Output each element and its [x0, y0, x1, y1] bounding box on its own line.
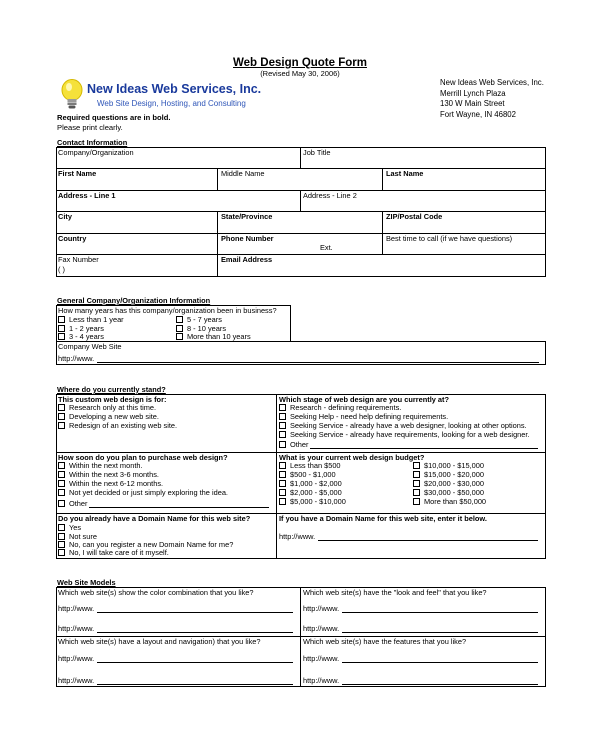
model-question-layout: Which web site(s) have a layout and navigation) that you like? — [58, 637, 261, 646]
years-option[interactable]: More than 10 years — [176, 333, 251, 342]
model-url-input[interactable] — [97, 684, 293, 685]
address2-field[interactable]: Address - Line 2 — [303, 191, 357, 200]
domain-enter-label: If you have a Domain Name for this web site, enter it below. — [279, 514, 487, 523]
stand-section-title: Where do you currently stand? — [57, 385, 166, 394]
purchase-option[interactable]: Within the next month. — [58, 462, 143, 471]
state-field[interactable]: State/Province — [221, 212, 273, 221]
checkbox[interactable] — [279, 404, 286, 411]
model-url-input[interactable] — [342, 684, 538, 685]
company-website-label: Company Web Site — [58, 342, 122, 351]
custom-design-question: This custom web design is for: — [58, 395, 167, 404]
model-url-prefix: http://www. — [303, 624, 340, 633]
company-website-input[interactable] — [97, 362, 539, 363]
email-field[interactable]: Email Address — [221, 255, 273, 264]
phone-ext-label: Ext. — [320, 243, 333, 252]
years-question: How many years has this company/organization been in business? — [58, 306, 277, 315]
company-address — [440, 78, 544, 120]
job-title-field[interactable]: Job Title — [303, 148, 331, 157]
checkbox[interactable] — [413, 471, 420, 478]
checkbox[interactable] — [279, 462, 286, 469]
checkbox[interactable] — [58, 489, 65, 496]
col-divider — [300, 190, 301, 211]
address-line: New Ideas Web Services, Inc. — [440, 78, 544, 87]
model-question-look: Which web site(s) have the "look and feel" that you like? — [303, 588, 487, 597]
model-url-input[interactable] — [97, 612, 293, 613]
col-divider — [300, 587, 301, 687]
checkbox[interactable] — [58, 316, 65, 323]
city-field[interactable]: City — [58, 212, 72, 221]
company-name: New Ideas Web Services, Inc. — [87, 82, 262, 96]
company-org-field[interactable]: Company/Organization — [58, 148, 134, 157]
domain-option[interactable]: Yes — [58, 524, 81, 533]
stage-other[interactable]: Other — [279, 441, 308, 450]
checkbox[interactable] — [58, 333, 65, 340]
model-url-prefix: http://www. — [58, 604, 95, 613]
budget-option[interactable]: $20,000 - $30,000 — [413, 480, 484, 489]
years-option[interactable]: 3 - 4 years — [58, 333, 104, 342]
model-url-prefix: http://www. — [58, 676, 95, 685]
checkbox[interactable] — [279, 480, 286, 487]
domain-input[interactable] — [318, 540, 538, 541]
fax-area-code: ( ) — [58, 265, 65, 274]
general-section-title: General Company/Organization Information — [57, 296, 211, 305]
budget-option[interactable]: $15,000 - $20,000 — [413, 471, 484, 480]
last-name-field[interactable]: Last Name — [386, 169, 424, 178]
domain-option[interactable]: Not sure — [58, 533, 97, 542]
purchase-other[interactable]: Other — [58, 500, 87, 509]
checkbox[interactable] — [413, 462, 420, 469]
stage-option[interactable]: Seeking Help - need help defining requirements. — [279, 413, 448, 422]
years-option[interactable]: 1 - 2 years — [58, 325, 104, 334]
contact-section-title: Contact Information — [57, 138, 128, 147]
checkbox[interactable] — [58, 413, 65, 420]
col-divider — [217, 211, 218, 254]
col-divider — [217, 254, 218, 277]
row-divider — [56, 168, 546, 169]
fax-field[interactable]: Fax Number — [58, 255, 99, 264]
model-url-input[interactable] — [342, 612, 538, 613]
model-url-input[interactable] — [342, 662, 538, 663]
print-note: Please print clearly. — [57, 123, 123, 132]
budget-option[interactable]: More than $50,000 — [413, 498, 486, 507]
zip-field[interactable]: ZIP/Postal Code — [386, 212, 443, 221]
budget-option[interactable]: $5,000 - $10,000 — [279, 498, 346, 507]
model-url-input[interactable] — [97, 632, 293, 633]
budget-option[interactable]: $500 - $1,000 — [279, 471, 336, 480]
domain-option[interactable]: No, can you register a new Domain Name for me? — [58, 541, 233, 550]
form-title: Web Design Quote Form — [233, 57, 367, 69]
model-question-color: Which web site(s) show the color combination that you like? — [58, 588, 254, 597]
revised-date: (Revised May 30, 2006) — [260, 69, 340, 78]
model-url-prefix: http://www. — [58, 624, 95, 633]
years-option[interactable]: 5 - 7 years — [176, 316, 222, 325]
col-divider — [382, 168, 383, 190]
model-url-prefix: http://www. — [303, 604, 340, 613]
checkbox[interactable] — [279, 413, 286, 420]
stage-option[interactable]: Seeking Service - already have requirements, looking for a web designer. — [279, 431, 530, 440]
checkbox[interactable] — [58, 541, 65, 548]
stage-other-input[interactable] — [310, 448, 538, 449]
company-tagline: Web Site Design, Hosting, and Consulting — [97, 99, 246, 108]
country-field[interactable]: Country — [58, 234, 87, 243]
row-divider — [56, 254, 546, 255]
phone-field[interactable]: Phone Number — [221, 234, 274, 243]
checkbox[interactable] — [279, 441, 286, 448]
checkbox[interactable] — [279, 471, 286, 478]
checkbox[interactable] — [279, 431, 286, 438]
custom-option[interactable]: Research only at this time. — [58, 404, 156, 413]
model-url-prefix: http://www. — [303, 654, 340, 663]
budget-option[interactable]: $1,000 - $2,000 — [279, 480, 342, 489]
middle-name-field[interactable]: Middle Name — [221, 169, 265, 178]
budget-option[interactable]: $30,000 - $50,000 — [413, 489, 484, 498]
row-divider — [56, 211, 546, 212]
checkbox[interactable] — [58, 533, 65, 540]
model-url-prefix: http://www. — [303, 676, 340, 685]
purchase-option[interactable]: Within the next 6-12 months. — [58, 480, 163, 489]
domain-prefix: http://www. — [279, 532, 316, 541]
checkbox[interactable] — [58, 422, 65, 429]
col-divider — [300, 147, 301, 168]
row-divider — [56, 190, 546, 191]
budget-option[interactable]: $10,000 - $15,000 — [413, 462, 484, 471]
col-divider — [217, 168, 218, 190]
checkbox[interactable] — [279, 422, 286, 429]
domain-question: Do you already have a Domain Name for this web site? — [58, 514, 251, 523]
checkbox[interactable] — [58, 549, 65, 556]
stage-option[interactable]: Seeking Service - already have a web designer, looking at other options. — [279, 422, 527, 431]
model-question-features: Which web site(s) have the features that you like? — [303, 637, 467, 646]
checkbox[interactable] — [58, 404, 65, 411]
address-line: Merrill Lynch Plaza — [440, 88, 506, 98]
address1-field[interactable]: Address - Line 1 — [58, 191, 116, 200]
checkbox[interactable] — [176, 325, 183, 332]
budget-question: What is your current web design budget? — [279, 453, 425, 462]
models-section-title: Web Site Models — [57, 578, 116, 587]
checkbox[interactable] — [58, 524, 65, 531]
custom-option[interactable]: Developing a new web site. — [58, 413, 159, 422]
first-name-field[interactable]: First Name — [58, 169, 97, 178]
stage-option[interactable]: Research - defining requirements. — [279, 404, 401, 413]
checkbox[interactable] — [58, 471, 65, 478]
checkbox[interactable] — [58, 480, 65, 487]
checkbox[interactable] — [279, 498, 286, 505]
domain-option[interactable]: No, I will take care of it myself. — [58, 549, 169, 558]
checkbox[interactable] — [413, 498, 420, 505]
address-line: Fort Wayne, IN 46802 — [440, 109, 516, 119]
years-option[interactable]: Less than 1 year — [58, 316, 124, 325]
purchase-option[interactable]: Within the next 3-6 months. — [58, 471, 159, 480]
model-url-input[interactable] — [342, 632, 538, 633]
years-option[interactable]: 8 - 10 years — [176, 325, 226, 334]
budget-option[interactable]: $2,000 - $5,000 — [279, 489, 342, 498]
col-divider — [276, 394, 277, 559]
checkbox[interactable] — [176, 316, 183, 323]
stage-question: Which stage of web design are you currently at? — [279, 395, 450, 404]
checkbox[interactable] — [413, 489, 420, 496]
required-note: Required questions are in bold. — [57, 113, 171, 122]
purchase-question: How soon do you plan to purchase web design? — [58, 453, 228, 462]
checkbox[interactable] — [413, 480, 420, 487]
budget-option[interactable]: Less than $500 — [279, 462, 341, 471]
purchase-option[interactable]: Not yet decided or just simply exploring the idea. — [58, 489, 228, 498]
model-url-input[interactable] — [97, 662, 293, 663]
custom-option[interactable]: Redesign of an existing web site. — [58, 422, 177, 431]
company-website-prefix: http://www. — [58, 354, 95, 363]
contact-table — [56, 147, 546, 277]
checkbox[interactable] — [58, 325, 65, 332]
checkbox[interactable] — [176, 333, 183, 340]
col-divider — [382, 211, 383, 254]
purchase-other-input[interactable] — [89, 507, 269, 508]
lightbulb-logo-icon — [58, 78, 86, 112]
checkbox[interactable] — [58, 500, 65, 507]
address-line: 130 W Main Street — [440, 99, 505, 108]
best-time-field[interactable]: Best time to call (if we have questions) — [386, 234, 513, 243]
checkbox[interactable] — [58, 462, 65, 469]
checkbox[interactable] — [279, 489, 286, 496]
model-url-prefix: http://www. — [58, 654, 95, 663]
